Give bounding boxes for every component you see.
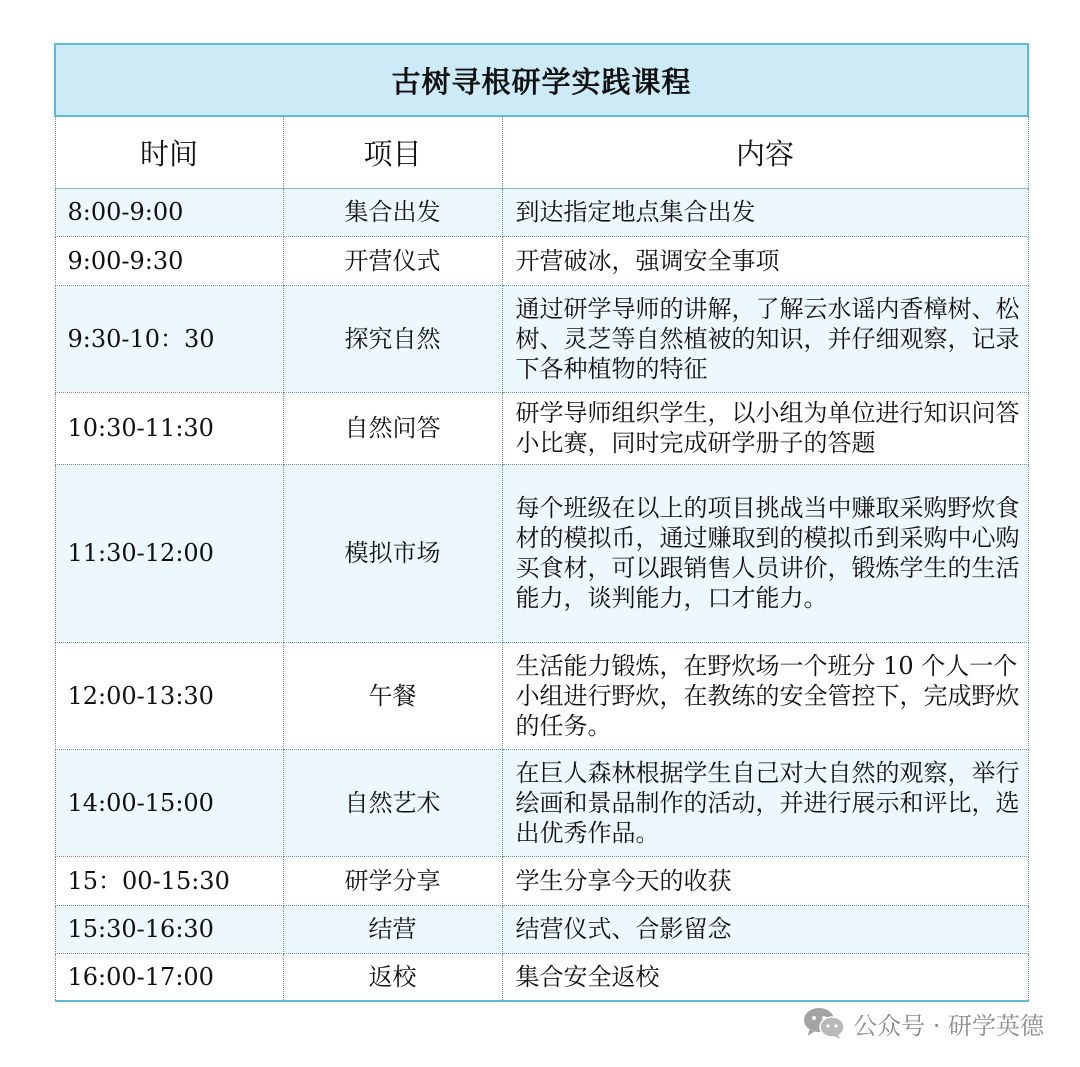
table-row xyxy=(55,642,1028,749)
time-cell: 15：00-15:30 xyxy=(55,856,283,905)
content-cell: 在巨人森林根据学生自己对大自然的观察，举行绘画和景品制作的活动，并进行展示和评比，选出优秀作品。 xyxy=(502,749,1028,856)
time-cell: 9:00-9:30 xyxy=(55,236,283,285)
table-row xyxy=(55,856,1028,905)
watermark-text: 公众号 · 研学英德 xyxy=(853,1011,1044,1040)
item-cell: 集合出发 xyxy=(283,188,502,236)
time-cell: 15:30-16:30 xyxy=(55,905,283,953)
content-cell: 通过研学导师的讲解，了解云水谣内香樟树、松树、灵芝等自然植被的知识，并仔细观察，记录下各种植物的特征 xyxy=(502,285,1028,392)
table-row xyxy=(55,188,1028,236)
content-cell: 集合安全返校 xyxy=(502,953,1028,1001)
time-cell: 9:30-10：30 xyxy=(55,285,283,392)
item-cell: 研学分享 xyxy=(283,856,502,905)
content-cell: 学生分享今天的收获 xyxy=(502,856,1028,905)
content-cell: 开营破冰，强调安全事项 xyxy=(502,236,1028,285)
content-cell: 研学导师组织学生，以小组为单位进行知识问答小比赛，同时完成研学册子的答题 xyxy=(502,392,1028,464)
column-header-item: 项目 xyxy=(283,116,502,188)
table-row xyxy=(55,905,1028,953)
content-cell: 生活能力锻炼，在野炊场一个班分 10 个人一个小组进行野炊，在教练的安全管控下，完成野炊的任务。 xyxy=(502,642,1028,749)
item-cell: 探究自然 xyxy=(283,285,502,392)
time-cell: 14:00-15:00 xyxy=(55,749,283,856)
wechat-icon xyxy=(803,1006,845,1040)
table-row xyxy=(55,285,1028,392)
item-cell: 模拟市场 xyxy=(283,464,502,642)
item-cell: 开营仪式 xyxy=(283,236,502,285)
schedule-table xyxy=(54,43,1029,1002)
table-title: 古树寻根研学实践课程 xyxy=(55,44,1028,116)
time-cell: 16:00-17:00 xyxy=(55,953,283,1001)
item-cell: 自然艺术 xyxy=(283,749,502,856)
time-cell: 11:30-12:00 xyxy=(55,464,283,642)
item-cell: 自然问答 xyxy=(283,392,502,464)
table-row xyxy=(55,953,1028,1001)
item-cell: 结营 xyxy=(283,905,502,953)
time-cell: 10:30-11:30 xyxy=(55,392,283,464)
item-cell: 午餐 xyxy=(283,642,502,749)
content-cell: 结营仪式、合影留念 xyxy=(502,905,1028,953)
time-cell: 8:00-9:00 xyxy=(55,188,283,236)
table-row xyxy=(55,392,1028,464)
column-header-content: 内容 xyxy=(502,116,1028,188)
column-header-time: 时间 xyxy=(55,116,283,188)
item-cell: 返校 xyxy=(283,953,502,1001)
table-row xyxy=(55,749,1028,856)
content-cell: 每个班级在以上的项目挑战当中赚取采购野炊食材的模拟币，通过赚取到的模拟币到采购中心购买食材，可以跟销售人员讲价，锻炼学生的生活能力，谈判能力，口才能力。 xyxy=(502,464,1028,642)
content-cell: 到达指定地点集合出发 xyxy=(502,188,1028,236)
table-row xyxy=(55,464,1028,642)
table-row xyxy=(55,236,1028,285)
time-cell: 12:00-13:30 xyxy=(55,642,283,749)
wechat-watermark xyxy=(803,1004,1044,1042)
